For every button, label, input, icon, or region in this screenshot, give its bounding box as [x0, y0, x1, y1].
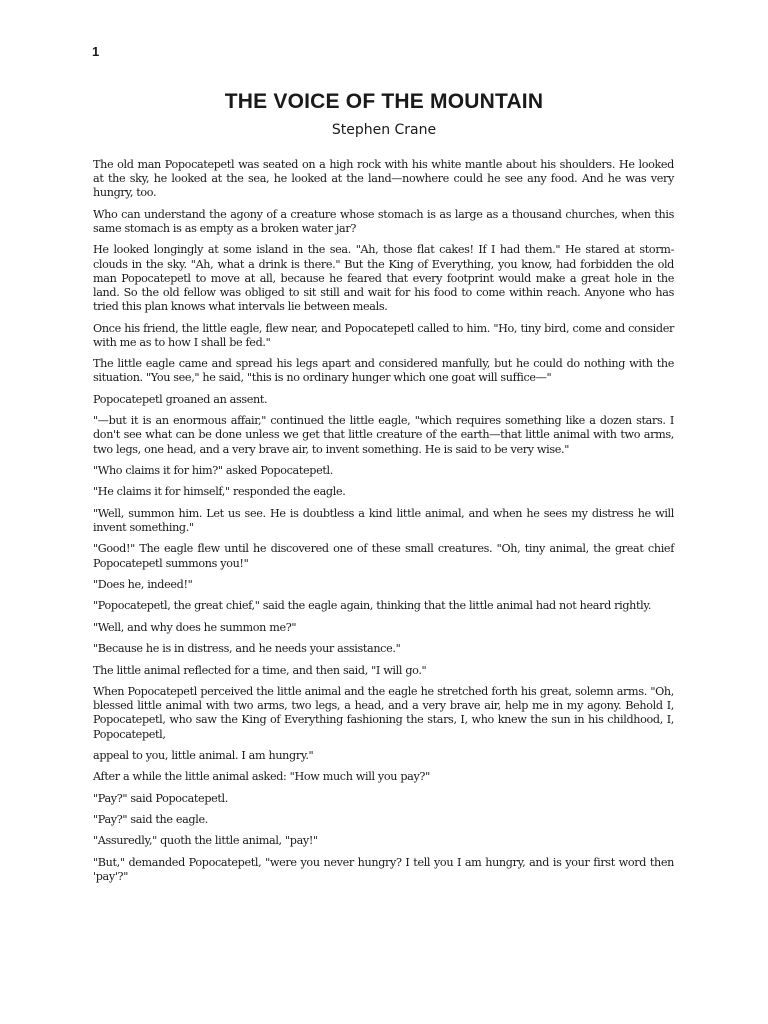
paragraph: "Assuredly," quoth the little animal, "pay!" [93, 834, 318, 848]
paragraph: "Does he, indeed!" [93, 577, 193, 591]
story-body [93, 158, 674, 891]
author-name: Stephen Crane [331, 122, 437, 138]
paragraph: The little animal reflected for a time, and then said, "I will go." [93, 663, 427, 677]
paragraph: "Well, summon him. Let us see. He is doubtless a kind little animal, and when he sees my distress he will invent something." [93, 506, 674, 534]
paragraph: "Popocatepetl, the great chief," said the eagle again, thinking that the little animal had not heard rightly. [93, 599, 652, 613]
paragraph: He looked longingly at some island in the sea. "Ah, those flat cakes! If I had them." He stared at storm-clouds in the sky. "Ah, what a drink is there." But the King of Everything, you know, had forbidden the old man Popocatepetl to move at all, because he feared that every footprint would make a great hole in the land. So the old fellow was obliged to sit still and wait for his food to come within reach. Anyone who has tried this plan knows what intervals lie between meals. [93, 243, 674, 314]
paragraph: appeal to you, little animal. I am hungry." [93, 748, 314, 762]
paragraph: Who can understand the agony of a creature whose stomach is as large as a thousand churches, when this same stomach is as empty as a broken water jar? [93, 207, 674, 235]
paragraph: The old man Popocatepetl was seated on a high rock with his white mantle about his shoulders. He looked at the sky, he looked at the sea, he looked at the land—nowhere could he see any food. And he was very hungry, too. [93, 158, 674, 200]
paragraph: The little eagle came and spread his legs apart and considered manfully, but he could do nothing with the situation. "You see," he said, "this is no ordinary hunger which one goat will suffice—" [93, 357, 674, 385]
paragraph: "Well, and why does he summon me?" [93, 620, 297, 634]
paragraph: Once his friend, the little eagle, flew near, and Popocatepetl called to him. "Ho, tiny bird, come and consider with me as to how I shall be fed." [93, 321, 674, 349]
page-number: 1 [92, 44, 100, 59]
paragraph: "Pay?" said Popocatepetl. [93, 791, 228, 805]
paragraph: Popocatepetl groaned an assent. [93, 392, 268, 406]
paragraph: After a while the little animal asked: "How much will you pay?" [93, 770, 430, 784]
paragraph: "—but it is an enormous affair," continued the little eagle, "which requires something like a dozen stars. I don't see what can be done unless we get that little creature of the earth—that little animal with two arms, two legs, one head, and a very brave air, to invent something. He is said to be very wise." [93, 414, 674, 456]
paragraph: "Good!" The eagle flew until he discovered one of these small creatures. "Oh, tiny animal, the great chief Popocatepetl summons you!" [93, 542, 674, 570]
paragraph: "Pay?" said the eagle. [93, 813, 208, 827]
paragraph: "He claims it for himself," responded the eagle. [93, 485, 346, 499]
paragraph: "Who claims it for him?" asked Popocatepetl. [93, 463, 333, 477]
paragraph: When Popocatepetl perceived the little animal and the eagle he stretched forth his great, solemn arms. "Oh, blessed little animal with two arms, two legs, a head, and a very brave air, help me in my agony. Behold I, Popocatepetl, who saw the King of Everything fashioning the stars, I, who knew the sun in his childhood, I, Popocatepetl, [93, 684, 674, 741]
paragraph: "But," demanded Popocatepetl, "were you never hungry? I tell you I am hungry, and is your first word then 'pay'?" [93, 855, 674, 884]
story-title: THE VOICE OF THE MOUNTAIN [224, 90, 544, 113]
paragraph: "Because he is in distress, and he needs your assistance." [93, 642, 401, 656]
